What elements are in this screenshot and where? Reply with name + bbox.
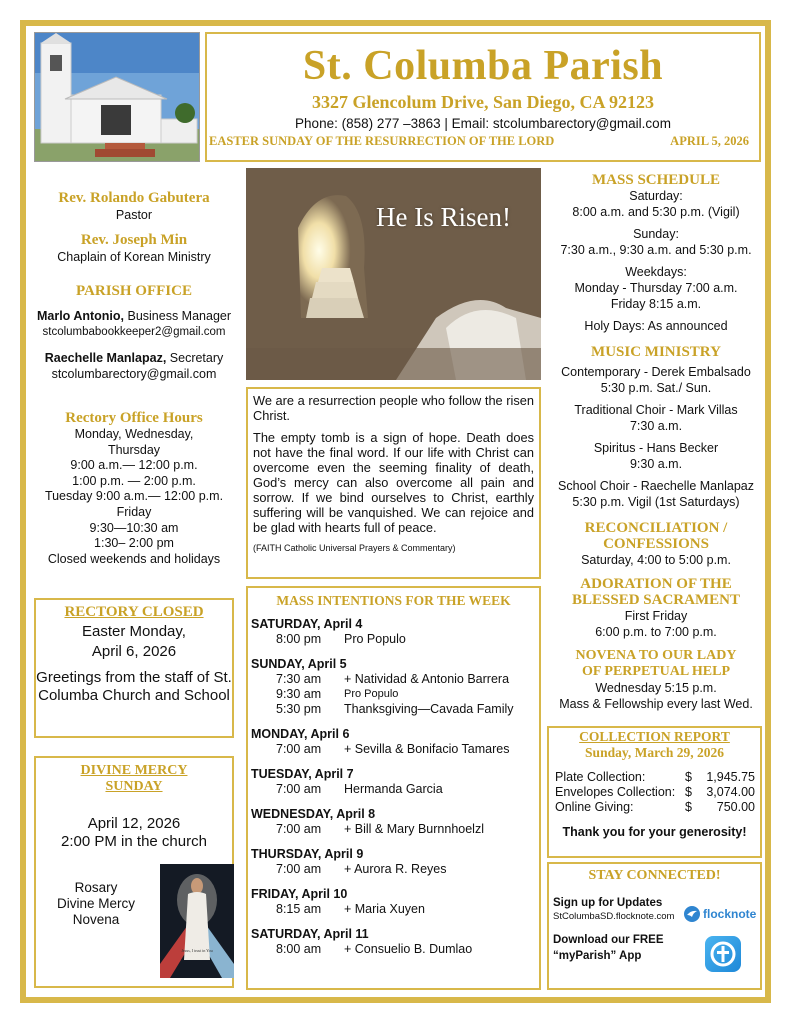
list-item: Novena <box>72 912 120 927</box>
music-group: Contemporary - Derek Embalsado <box>561 365 751 379</box>
intention-day <box>251 847 539 877</box>
collection-table <box>549 770 760 815</box>
music-group: School Choir - Raechelle Manlapaz <box>558 479 754 493</box>
intention-day-heading: SATURDAY, April 4 <box>251 617 363 631</box>
stay-connected-box <box>547 862 762 990</box>
schedule-sunday-label: Sunday: <box>633 227 679 241</box>
divine-mercy-box <box>34 756 234 988</box>
parish-contact: Phone: (858) 277 –3863 | Email: stcolumbarectory@gmail.com <box>295 116 671 131</box>
intention-text: Pro Populo <box>344 688 399 700</box>
intention-time: 7:00 am <box>276 822 322 836</box>
adoration-title-2: BLESSED SACRAMENT <box>572 592 740 608</box>
adoration-time: 6:00 p.m. to 7:00 p.m. <box>595 625 717 639</box>
reflection-box <box>246 387 541 579</box>
intention-row <box>251 902 539 917</box>
download-line-2: “myParish” App <box>553 950 642 962</box>
right-column <box>550 172 762 712</box>
intention-text: + Aurora R. Reyes <box>344 862 447 876</box>
collection-currency: $ <box>685 800 692 814</box>
pastor-role: Pastor <box>115 208 153 222</box>
intention-time: 7:00 am <box>276 782 322 796</box>
intention-text: Pro Populo <box>344 632 406 646</box>
signup-link[interactable]: StColumbaSD.flocknote.com <box>553 911 675 922</box>
parish-address: 3327 Glencolum Drive, San Diego, CA 92123 <box>312 92 654 112</box>
collection-date: Sunday, March 29, 2026 <box>585 745 724 760</box>
collection-report-box <box>547 726 762 858</box>
schedule-weekdays-2: Friday 8:15 a.m. <box>610 297 702 311</box>
flocknote-label: flocknote <box>703 907 757 921</box>
intention-day <box>251 887 539 917</box>
reconciliation-time: Saturday, 4:00 to 5:00 p.m. <box>581 553 731 567</box>
intention-row <box>251 672 539 687</box>
collection-amount: 1,945.75 <box>706 770 755 784</box>
intention-row <box>251 822 539 837</box>
staff-1-email: stcolumbabookkeeper2@gmail.com <box>42 326 226 338</box>
rectory-hours-title: Rectory Office Hours <box>65 410 203 426</box>
intention-text: + Bill & Mary Burnnhoelzl <box>344 822 484 836</box>
closed-line-1: Easter Monday, <box>82 623 186 640</box>
staff-2-role: Secretary <box>169 351 224 365</box>
hours-line: 9:30—10:30 am <box>89 520 179 535</box>
schedule-weekdays-1: Monday - Thursday 7:00 a.m. <box>574 281 738 295</box>
reconciliation-title-2: CONFESSIONS <box>603 536 709 552</box>
church-photo <box>34 32 200 162</box>
novena-note: Mass & Fellowship every last Wed. <box>559 697 753 711</box>
staff-2 <box>34 350 234 366</box>
divine-mercy-date: April 12, 2026 <box>87 815 181 832</box>
schedule-weekdays-label: Weekdays: <box>625 265 687 279</box>
intention-text: Hermanda Garcia <box>344 782 443 796</box>
adoration-title-1: ADORATION OF THE <box>580 576 732 592</box>
list-item: Divine Mercy <box>56 896 135 911</box>
staff-2-email: stcolumbarectory@gmail.com <box>51 367 217 381</box>
schedule-saturday-label: Saturday: <box>629 189 683 203</box>
table-row <box>549 785 760 800</box>
collection-label: Envelopes Collection: <box>555 785 676 799</box>
schedule-saturday: 8:00 a.m. and 5:30 p.m. (Vigil) <box>572 205 740 219</box>
signup-label: Sign up for Updates <box>553 897 663 909</box>
divine-mercy-image <box>160 864 234 978</box>
parish-name: St. Columba Parish <box>302 43 664 89</box>
closed-line-2: April 6, 2026 <box>91 643 177 660</box>
hours-line: Friday <box>116 504 152 519</box>
novena-title-2: OF PERPETUAL HELP <box>581 664 731 679</box>
intention-day <box>251 767 539 797</box>
intention-day-heading: FRIDAY, April 10 <box>251 887 348 901</box>
intention-day <box>251 617 539 647</box>
staff-1 <box>34 308 234 324</box>
music-group: Spiritus - Hans Becker <box>593 441 719 455</box>
rectory-hours <box>34 427 234 567</box>
divine-mercy-title-2: SUNDAY <box>105 779 163 794</box>
stay-connected-title: STAY CONNECTED! <box>588 868 721 883</box>
pastor-name: Rev. Rolando Gabutera <box>58 190 210 206</box>
music-time: 9:30 a.m. <box>629 457 683 471</box>
intention-day-heading: SATURDAY, April 11 <box>251 927 369 941</box>
hours-line: Monday, Wednesday, <box>74 427 194 441</box>
staff-2-name: Raechelle Manlapaz, <box>44 351 167 365</box>
music-time: 5:30 p.m. Vigil (1st Saturdays) <box>572 495 740 509</box>
hours-line: Closed weekends and holidays <box>47 551 221 566</box>
music-group: Traditional Choir - Mark Villas <box>574 403 738 417</box>
intention-day <box>251 657 539 717</box>
intention-row <box>251 742 539 757</box>
intention-row <box>251 942 539 957</box>
novena-time: Wednesday 5:15 p.m. <box>595 681 717 695</box>
rectory-closed-title: RECTORY CLOSED <box>64 604 204 620</box>
intention-day-heading: SUNDAY, April 5 <box>251 657 347 671</box>
hero-title: He Is Risen! <box>376 202 511 232</box>
list-item: Rosary <box>74 880 118 895</box>
intention-time: 7:30 am <box>276 672 322 686</box>
hours-line: 9:00 a.m.— 12:00 p.m. <box>70 458 198 473</box>
hours-line: Thursday <box>107 442 161 457</box>
intention-text: + Maria Xuyen <box>344 902 425 916</box>
collection-currency: $ <box>685 785 692 799</box>
music-ministry-title: MUSIC MINISTRY <box>591 344 721 360</box>
intention-time: 8:00 pm <box>276 632 322 646</box>
intention-day-heading: TUESDAY, April 7 <box>251 767 354 781</box>
collection-amount: 3,074.00 <box>706 785 755 799</box>
intention-time: 8:15 am <box>276 902 322 916</box>
intention-time: 7:00 am <box>276 742 322 756</box>
intention-row <box>251 702 539 717</box>
download-app-label <box>553 932 673 964</box>
reconciliation-title-1: RECONCILIATION / <box>584 520 728 536</box>
intention-time: 7:00 am <box>276 862 322 876</box>
myparish-app-icon[interactable] <box>705 936 741 972</box>
chaplain-name: Rev. Joseph Min <box>80 232 188 248</box>
music-time: 7:30 a.m. <box>629 419 683 433</box>
intention-text: Thanksgiving—Cavada Family <box>344 702 514 716</box>
header <box>205 32 761 162</box>
reflection-credit: (FAITH Catholic Universal Prayers & Commentary) <box>253 543 456 553</box>
intention-row <box>251 687 539 702</box>
intention-day <box>251 727 539 757</box>
collection-label: Plate Collection: <box>555 770 646 784</box>
music-time: 5:30 p.m. Sat./ Sun. <box>600 381 712 395</box>
bulletin-date: APRIL 5, 2026 <box>670 134 749 148</box>
feast-title: EASTER SUNDAY OF THE RESURRECTION OF THE LORD <box>209 134 555 148</box>
schedule-sunday: 7:30 a.m., 9:30 a.m. and 5:30 p.m. <box>560 243 752 257</box>
closed-greeting: Greetings from the staff of St. Columba Church and School <box>36 669 232 704</box>
divine-mercy-title-1: DIVINE MERCY <box>80 763 188 778</box>
intention-row <box>251 862 539 877</box>
reflection-para-1: We are a resurrection people who follow the risen Christ. <box>253 393 534 423</box>
staff-1-role: Business Manager <box>127 309 232 323</box>
mass-intentions-title: MASS INTENTIONS FOR THE WEEK <box>276 593 511 608</box>
intention-time: 8:00 am <box>276 942 322 956</box>
mass-intentions-box <box>246 586 541 990</box>
hours-line: 1:30– 2:00 pm <box>94 536 174 551</box>
collection-currency: $ <box>685 770 692 784</box>
collection-title: COLLECTION REPORT <box>579 729 730 744</box>
collection-label: Online Giving: <box>555 800 634 814</box>
flocknote-logo[interactable] <box>683 905 756 923</box>
parish-office-title: PARISH OFFICE <box>76 283 192 299</box>
flocknote-icon <box>683 905 701 923</box>
left-column <box>34 190 234 567</box>
rectory-closed-box <box>34 598 234 738</box>
hours-line: 1:00 p.m. — 2:00 p.m. <box>72 473 196 488</box>
intention-text: + Natividad & Antonio Barrera <box>344 672 510 686</box>
divine-mercy-time: 2:00 PM in the church <box>61 833 207 850</box>
collection-amount: 750.00 <box>716 800 755 814</box>
chaplain-role: Chaplain of Korean Ministry <box>57 250 211 264</box>
intention-day-heading: MONDAY, April 6 <box>251 727 350 741</box>
intention-day <box>251 927 539 957</box>
intention-day-heading: WEDNESDAY, April 8 <box>251 807 376 821</box>
novena-title-1: NOVENA TO OUR LADY <box>575 648 737 663</box>
staff-1-name: Marlo Antonio, <box>36 309 124 323</box>
mass-schedule-title: MASS SCHEDULE <box>592 172 720 188</box>
intention-day-heading: THURSDAY, April 9 <box>251 847 364 861</box>
hours-line: Tuesday 9:00 a.m.— 12:00 p.m. <box>44 489 224 504</box>
divine-mercy-list <box>42 880 150 928</box>
intention-day <box>251 807 539 837</box>
table-row <box>549 800 760 815</box>
intention-row <box>251 632 539 647</box>
feast-row <box>207 134 759 149</box>
table-row <box>549 770 760 785</box>
intention-row <box>251 782 539 797</box>
intention-time: 5:30 pm <box>276 702 322 716</box>
download-line-1: Download our FREE <box>553 934 664 946</box>
adoration-day: First Friday <box>624 609 688 623</box>
schedule-holy-days: Holy Days: As announced <box>584 319 728 333</box>
collection-thanks: Thank you for your generosity! <box>562 825 747 839</box>
intention-text: + Sevilla & Bonifacio Tamares <box>344 742 510 756</box>
divine-mercy-caption: Jesus, I trust in You <box>181 948 213 953</box>
risen-tomb-image <box>246 168 541 380</box>
reflection-para-2: The empty tomb is a sign of hope. Death does not have the final word. If our life with Christ can overcome even the seeming finality of death, God’s mercy can also overcome all pain and sorrow. If we bind ourselves to Christ, earthly suffering will be vanquished. We can rejoice and be glad with hearts full of peace. <box>253 430 534 535</box>
intention-time: 9:30 am <box>276 687 322 701</box>
intention-text: + Consuelio B. Dumlao <box>344 942 473 956</box>
